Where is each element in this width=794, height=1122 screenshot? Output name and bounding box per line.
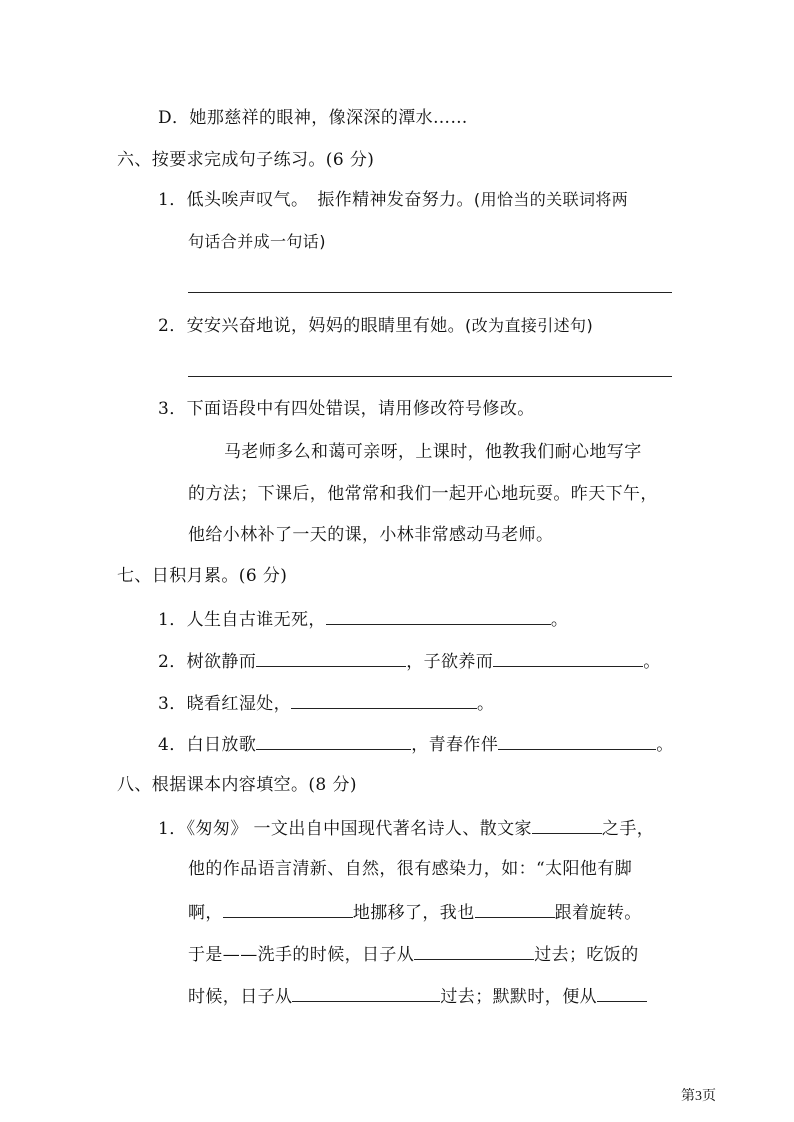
section-7-heading: 七、日积月累。(6 分) xyxy=(117,566,288,586)
s8-line-3: 啊， 地挪移了，我也 跟着旋转。 xyxy=(188,899,642,925)
answer-line-2[interactable] xyxy=(188,376,672,377)
fill-blank[interactable] xyxy=(326,606,551,625)
s7-item-1: 1．人生自古谁无死， 。 xyxy=(158,606,568,632)
s7-item-3: 3．晓看红湿处， 。 xyxy=(158,690,494,716)
answer-line-1[interactable] xyxy=(188,292,672,293)
fill-blank[interactable] xyxy=(532,815,602,834)
option-d: D．她那慈祥的眼神，像深深的潭水…… xyxy=(158,108,468,128)
q6-1-line1: 1．低头唉声叹气。 振作精神发奋努力。(用恰当的关联词将两 xyxy=(158,190,629,210)
passage-line-1: 马老师多么和蔼可亲呀，上课时，他教我们耐心地写字 xyxy=(224,442,642,462)
passage-line-2: 的方法；下课后，他常常和我们一起开心地玩耍。昨天下午， xyxy=(188,484,658,504)
fill-blank[interactable] xyxy=(256,648,406,667)
q6-1-line2: 句话合并成一句话) xyxy=(188,232,326,251)
q6-3: 3．下面语段中有四处错误，请用修改符号修改。 xyxy=(158,399,535,419)
fill-blank[interactable] xyxy=(597,983,647,1002)
fill-blank[interactable] xyxy=(223,899,353,918)
fill-blank[interactable] xyxy=(475,899,555,918)
fill-blank[interactable] xyxy=(414,941,534,960)
s8-line-2: 他的作品语言清新、自然，很有感染力，如：“太阳他有脚 xyxy=(188,859,633,879)
fill-blank[interactable] xyxy=(493,648,643,667)
fill-blank[interactable] xyxy=(291,690,477,709)
s8-line-5: 时候，日子从 过去；默默时，便从 xyxy=(188,983,647,1009)
s8-line-1: 1．《匆匆》 一文出自中国现代著名诗人、散文家 之手， xyxy=(158,815,654,841)
section-6-heading: 六、按要求完成句子练习。(6 分) xyxy=(117,150,375,170)
fill-blank[interactable] xyxy=(292,983,440,1002)
s7-item-2: 2．树欲静而 ，子欲养而 。 xyxy=(158,648,661,674)
q6-2: 2．安安兴奋地说，妈妈的眼睛里有她。(改为直接引述句) xyxy=(158,316,594,336)
fill-blank[interactable] xyxy=(256,731,411,750)
page-number: 第3页 xyxy=(681,1089,716,1104)
s7-item-4: 4．白日放歌 ，青春作伴 。 xyxy=(158,731,674,757)
passage-line-3: 他给小林补了一天的课，小林非常感动马老师。 xyxy=(188,525,554,545)
section-8-heading: 八、根据课本内容填空。(8 分) xyxy=(117,775,357,795)
fill-blank[interactable] xyxy=(498,731,656,750)
s8-line-4: 于是——洗手的时候，日子从 过去；吃饭的 xyxy=(188,941,639,967)
